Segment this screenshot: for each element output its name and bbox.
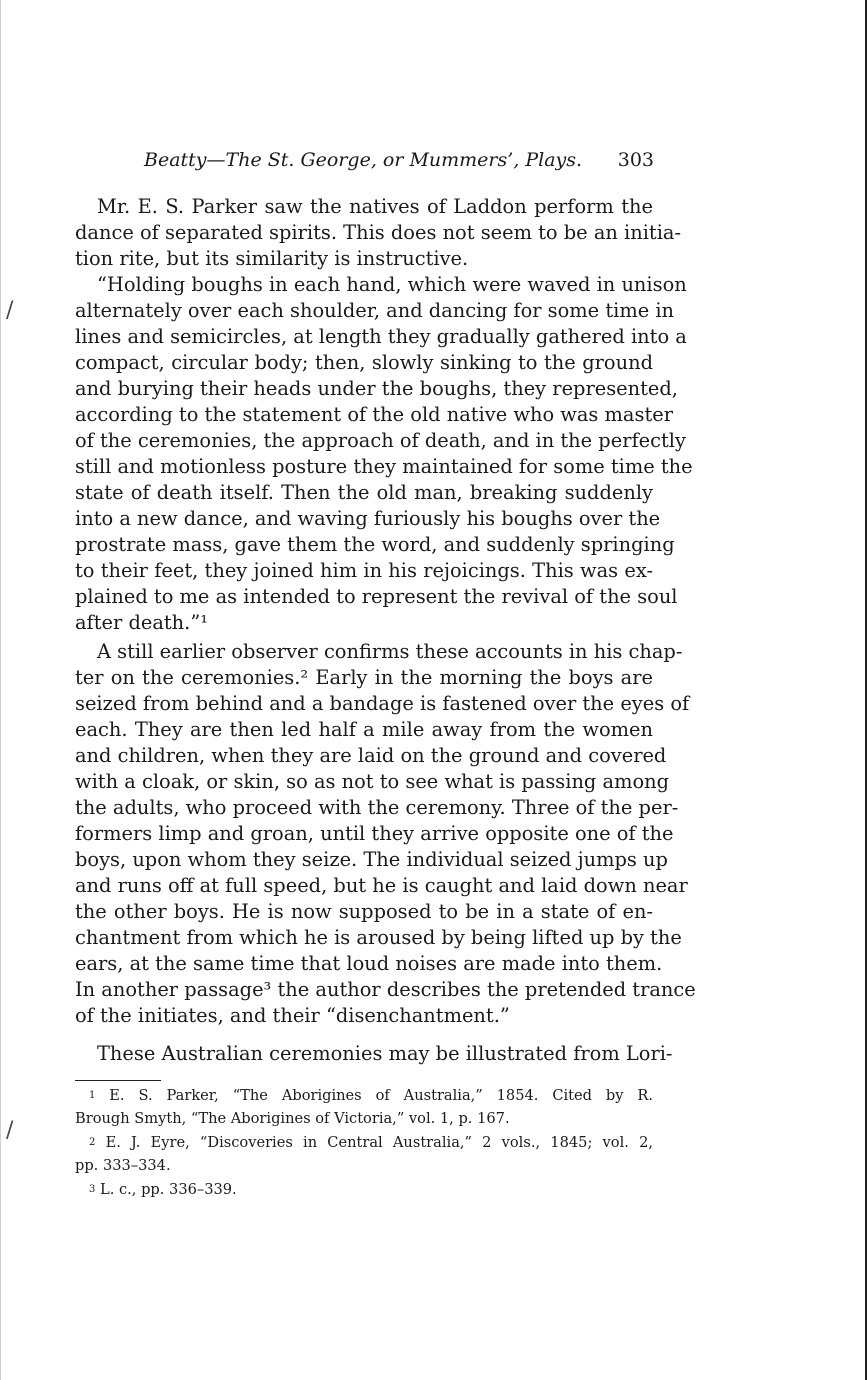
text-line: tion rite, but its similarity is instructive. [75, 247, 469, 270]
running-title: Beatty—The St. George, or Mummers’, Plays. [144, 149, 583, 171]
text-line: In another passage³ the author describes the pretended trance [75, 978, 696, 1001]
footnote-marker: 1 [89, 1090, 96, 1101]
text-line: of the initiates, and their “disenchantment.” [75, 1004, 510, 1027]
text-line: according to the statement of the old native who was master [75, 403, 673, 426]
footnote-line: pp. 333–334. [75, 1157, 171, 1174]
running-header [144, 146, 654, 174]
text-line: Mr. E. S. Parker saw the natives of Laddon perform the [97, 195, 653, 218]
text-line: of the ceremonies, the approach of death, and in the perfectly [75, 429, 686, 452]
text-line: the other boys. He is now supposed to be in a state of en- [75, 900, 653, 923]
margin-mark: / [6, 1118, 14, 1143]
text-line: compact, circular body; then, slowly sinking to the ground [75, 351, 653, 374]
text-line: prostrate mass, gave them the word, and suddenly springing [75, 533, 675, 556]
footnote-line: Brough Smyth, “The Aborigines of Victoria,” vol. 1, p. 167. [75, 1110, 510, 1127]
footnote-text: E. J. Eyre, “Discoveries in Central Australia,” 2 vols., 1845; vol. 2, [105, 1134, 653, 1151]
footnote-rule [75, 1080, 161, 1081]
text-line: dance of separated spirits. This does not seem to be an initia- [75, 221, 682, 244]
footnote-line [89, 1134, 653, 1151]
text-line: and burying their heads under the boughs, they represented, [75, 377, 678, 400]
text-line: “Holding boughs in each hand, which were waved in unison [97, 273, 687, 296]
text-line: and runs off at full speed, but he is caught and laid down near [75, 874, 688, 897]
footnote-line [89, 1087, 653, 1104]
text-line: each. They are then led half a mile away from the women [75, 718, 653, 741]
text-line: to their feet, they joined him in his rejoicings. This was ex- [75, 559, 653, 582]
text-line: and children, when they are laid on the ground and covered [75, 744, 667, 767]
text-line: after death.”¹ [75, 611, 209, 634]
footnote-text: E. S. Parker, “The Aborigines of Australia,” 1854. Cited by R. [109, 1087, 654, 1104]
text-line: lines and semicircles, at length they gradually gathered into a [75, 325, 687, 348]
text-line: the adults, who proceed with the ceremony. Three of the per- [75, 796, 679, 819]
text-line: still and motionless posture they maintained for some time the [75, 455, 693, 478]
text-line: chantment from which he is aroused by being lifted up by the [75, 926, 682, 949]
text-line: formers limp and groan, until they arrive opposite one of the [75, 822, 674, 845]
footnote-marker: 3 [89, 1184, 96, 1195]
text-line: plained to me as intended to represent the revival of the soul [75, 585, 678, 608]
page-number: 303 [617, 149, 654, 171]
text-line: ears, at the same time that loud noises are made into them. [75, 952, 663, 975]
text-line: alternately over each shoulder, and dancing for some time in [75, 299, 675, 322]
text-line: ter on the ceremonies.² Early in the morning the boys are [75, 666, 653, 689]
footnote-line [89, 1181, 653, 1198]
footnote-marker: 2 [89, 1137, 96, 1148]
text-line: with a cloak, or skin, so as not to see what is passing among [75, 770, 670, 793]
text-line: seized from behind and a bandage is fastened over the eyes of [75, 692, 690, 715]
text-line: state of death itself. Then the old man, breaking suddenly [75, 481, 653, 504]
text-line: These Australian ceremonies may be illustrated from Lori- [97, 1042, 673, 1065]
text-line: into a new dance, and waving furiously his boughs over the [75, 507, 661, 530]
footnote-text: L. c., pp. 336–339. [100, 1181, 237, 1198]
text-line: boys, upon whom they seize. The individual seized jumps up [75, 848, 668, 871]
margin-mark: / [6, 298, 14, 323]
text-line: A still earlier observer confirms these accounts in his chap- [97, 640, 683, 663]
